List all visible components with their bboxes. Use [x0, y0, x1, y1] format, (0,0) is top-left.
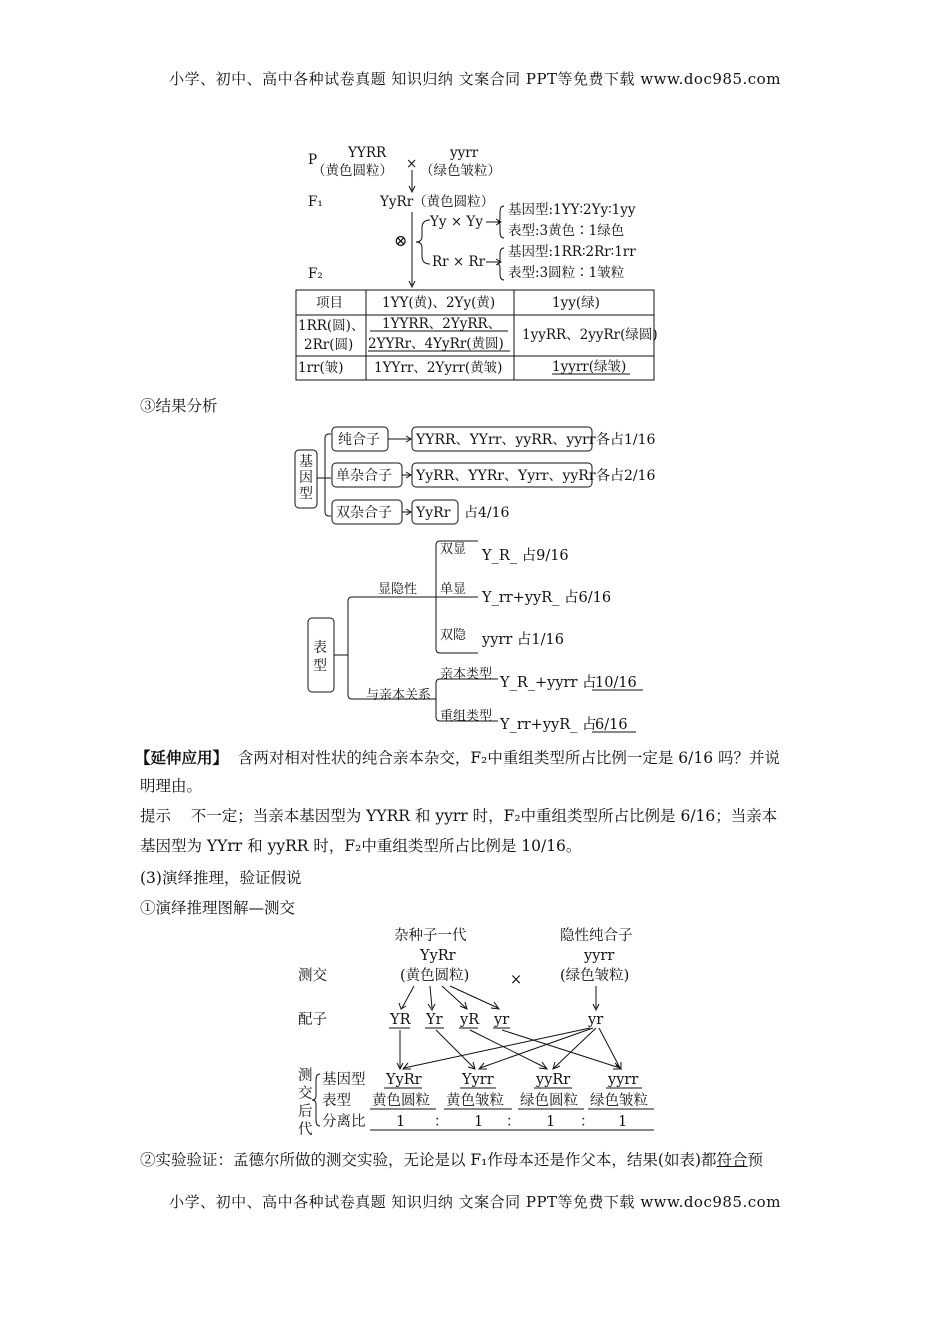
table-row2-cell1: 1YYrr、2Yyrr(黄皱) [374, 360, 503, 376]
phenotype-root-1: 表 [313, 640, 327, 656]
recombinant-type-label: 重组类型 [440, 709, 493, 724]
single-het-label: 单杂合子 [336, 468, 392, 484]
table-row1-cell1b: 2YYRr、4YyRr(黄圆) [368, 336, 504, 352]
testcross-times: × [510, 972, 523, 988]
table-row1-cell1a: 1YYRR、2YyRR、 [382, 316, 502, 332]
verify-post: 预 [747, 1151, 764, 1169]
offspring-genotype-1: YyRr [386, 1072, 422, 1088]
double-recessive-label: 双隐 [440, 628, 467, 643]
rr-cross: Rr × Rr [432, 254, 486, 270]
parental-type-label: 亲本类型 [440, 667, 493, 682]
phenotype-diagram [300, 535, 680, 740]
double-het-ratio: 占4/16 [464, 505, 510, 521]
both-dominant-value: Y_R_ 占9/16 [482, 548, 569, 564]
offspring-phenotype-3: 绿色圆粒 [520, 1093, 578, 1109]
gamete-yr-recessive: yr [588, 1012, 604, 1028]
yy-phenotype-ratio: 表型:3黄色∶1绿色 [508, 223, 625, 239]
genotype-diagram [290, 420, 670, 530]
table-row1-cell2: 1yyRR、2yyRr(绿圆) [522, 327, 658, 343]
offspring-phenotype-1: 黄色圆粒 [372, 1093, 430, 1109]
table-header-yy: 1YY(黄)、2Yy(黄) [382, 295, 496, 311]
single-het-list: YyRR、YYRr、Yyrr、yyRr [416, 468, 596, 484]
phenotype-root-2: 型 [313, 658, 327, 674]
row-ratio-label: 分离比 [322, 1114, 366, 1130]
times-sign: × [406, 156, 418, 172]
single-het-ratio: 各占2/16 [596, 468, 656, 484]
offspring-label-4: 代 [298, 1122, 313, 1137]
extension-question-line1 [135, 748, 780, 768]
parental-type-ratio: 10/16 [595, 675, 637, 691]
row-genotype-label: 基因型 [322, 1072, 366, 1088]
gamete-yR: yR [460, 1012, 480, 1028]
testcross-heading: ①演绎推理图解—测交 [140, 899, 296, 917]
page-footer: 小学、初中、高中各种试卷真题 知识归纳 文案合同 PPT等免费下载 www.doc985.com [169, 1193, 781, 1211]
verify-underlined: 符合 [716, 1151, 748, 1169]
rr-genotype-ratio: 基因型:1RR∶2Rr∶1rr [508, 244, 636, 260]
offspring-phenotype-2: 黄色皱粒 [446, 1093, 504, 1109]
both-dominant-label: 双显 [440, 542, 467, 557]
single-dominant-label: 单显 [440, 582, 467, 597]
recessive-genotype: yyrr [584, 948, 615, 964]
ratio-colon-3: ： [580, 1114, 595, 1130]
homozygous-list: YYRR、YYrr、yyRR、yyrr [416, 432, 596, 448]
ratio-colon-1: ： [434, 1114, 449, 1130]
f1-label: F₁ [308, 194, 323, 210]
verify-pre: ②实验验证：孟德尔所做的测交实验，无论是以 F₁作母本还是作父本，结果(如表)都 [140, 1151, 717, 1169]
section3-heading: (3)演绎推理，验证假说 [140, 869, 302, 887]
ratio-1: 1 [396, 1114, 406, 1130]
homozygous-label: 纯合子 [338, 432, 380, 448]
testcross-diagram [290, 922, 670, 1137]
ratio-4: 1 [618, 1114, 628, 1130]
hybrid-genotype: YyRr [420, 948, 456, 964]
offspring-label-3: 后 [298, 1104, 313, 1120]
parental-type-value: Y_R_+yyrr 占 [500, 675, 597, 691]
gamete-Yr: Yr [426, 1012, 443, 1028]
parent1-genotype: YYRR [348, 145, 387, 161]
single-dominant-value: Y_rr+yyR_ 占6/16 [482, 590, 612, 606]
recessive-title: 隐性纯合子 [560, 928, 633, 944]
extension-answer-line1 [140, 806, 777, 826]
offspring-genotype-2: Yyrr [462, 1072, 494, 1088]
table-row1-label-a: 1RR(圆)、 [298, 318, 365, 334]
page-header: 小学、初中、高中各种试卷真题 知识归纳 文案合同 PPT等免费下载 www.doc985.com [169, 70, 781, 88]
gamete-yr: yr [494, 1012, 510, 1028]
extension-answer-line2: 基因型为 YYrr 和 yyRR 时，F₂中重组类型所占比例是 10/16。 [140, 837, 582, 855]
testcross-label: 测交 [298, 968, 327, 984]
ratio-2: 1 [474, 1114, 484, 1130]
dominance-label: 显隐性 [378, 582, 418, 597]
offspring-phenotype-4: 绿色皱粒 [590, 1093, 648, 1109]
yy-cross: Yy × Yy [430, 214, 483, 230]
table-header-item: 项目 [316, 295, 343, 311]
hint-label: 提示 [140, 807, 172, 825]
ratio-3: 1 [546, 1114, 556, 1130]
ratio-colon-2: ： [506, 1114, 521, 1130]
f1-text: YyRr（黄色圆粒） [380, 194, 495, 210]
extension-a1: 不一定；当亲本基因型为 YYRR 和 yyrr 时，F₂中重组类型所占比例是 6/16；当亲本 [190, 807, 778, 825]
genotype-root-2: 因 [299, 470, 313, 486]
offspring-genotype-4: yyrr [608, 1072, 639, 1088]
table-row1-label-b: 2Rr(圆) [304, 337, 354, 353]
recombinant-type-value: Y_rr+yyR_ 占 [500, 717, 597, 733]
double-recessive-value: yyrr 占1/16 [482, 632, 564, 648]
yy-genotype-ratio: 基因型:1YY∶2Yy∶1yy [508, 202, 636, 218]
p-label: P [308, 152, 318, 168]
parent2-phenotype: （绿色皱粒） [420, 163, 501, 179]
hybrid-phenotype: (黄色圆粒) [400, 968, 470, 984]
parent2-genotype: yyrr [450, 145, 479, 161]
extension-q1: 含两对相对性状的纯合亲本杂交，F₂中重组类型所占比例一定是 6/16 吗？并说 [237, 749, 781, 767]
table-row2-label: 1rr(皱) [298, 360, 344, 376]
f2-label: F₂ [308, 266, 323, 282]
extension-question-line2: 明理由。 [140, 777, 203, 795]
extension-label: 【延伸应用】 [135, 748, 229, 767]
offspring-label-2: 交 [298, 1086, 313, 1102]
double-het-list: YyRr [416, 505, 451, 521]
table-row2-cell2: 1yyrr(绿皱) [552, 359, 627, 375]
recombinant-type-ratio: 6/16 [595, 717, 628, 733]
genotype-root-1: 基 [299, 454, 313, 470]
homozygous-ratio: 各占1/16 [596, 432, 656, 448]
row-phenotype-label: 表型 [322, 1093, 351, 1109]
gamete-YR: YR [390, 1012, 411, 1028]
genotype-root-3: 型 [299, 486, 313, 502]
gamete-label: 配子 [298, 1012, 327, 1028]
parent-relation-label: 与亲本关系 [366, 688, 432, 703]
result-heading: ③结果分析 [140, 397, 218, 415]
offspring-genotype-3: yyRr [536, 1072, 571, 1088]
table-header-yyrec: 1yy(绿) [552, 295, 600, 311]
parent1-phenotype: （黄色圆粒） [312, 163, 393, 179]
rr-phenotype-ratio: 表型:3圆粒∶1皱粒 [508, 265, 625, 281]
selfing-symbol: ⊗ [394, 231, 408, 250]
verification-line [140, 1150, 763, 1170]
double-het-label: 双杂合子 [336, 505, 392, 521]
offspring-label-1: 测 [298, 1068, 313, 1084]
dihybrid-cross-diagram [290, 140, 670, 385]
recessive-phenotype: (绿色皱粒) [560, 968, 630, 984]
hybrid-title: 杂种子一代 [394, 928, 467, 944]
